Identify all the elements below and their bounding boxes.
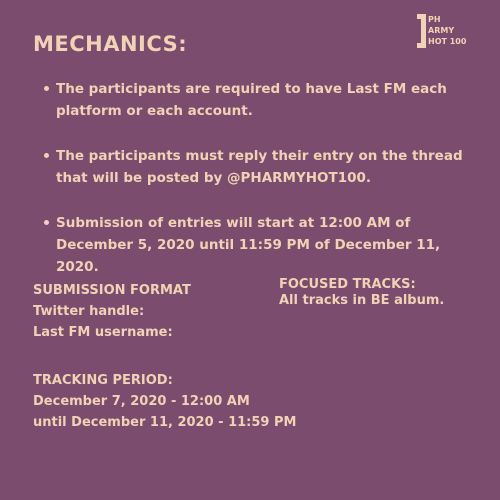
twitter-handle-field: Twitter handle: [33, 304, 145, 319]
page-title: MECHANICS: [33, 32, 188, 56]
focused-tracks-section [279, 277, 444, 309]
tracking-period-heading: TRACKING PERIOD: [33, 373, 173, 388]
submission-format-section [33, 280, 191, 343]
focused-tracks-text: All tracks in BE album. [279, 293, 445, 308]
logo-text [428, 14, 466, 47]
mechanics-item: Submission of entries will start at 12:00 AM of December 5, 2020 until 11:59 PM of December 11, 2020. [40, 212, 480, 278]
mechanics-list [40, 78, 480, 301]
ph-army-hot-100-logo [417, 14, 481, 48]
submission-format-heading: SUBMISSION FORMAT [33, 283, 191, 298]
mechanics-item: The participants must reply their entry on the thread that will be posted by @PHARMYHOT100. [40, 145, 480, 189]
tracking-period-end: until December 11, 2020 - 11:59 PM [33, 415, 297, 430]
mechanics-item: The participants are required to have Last FM each platform or each account. [40, 78, 480, 122]
focused-tracks-heading: FOCUSED TRACKS: [279, 277, 416, 292]
lastfm-username-field: Last FM username: [33, 325, 173, 340]
tracking-period-section [33, 370, 296, 433]
logo-line-3: HOT 100 [428, 37, 467, 46]
logo-line-1: PH [428, 15, 441, 24]
tracking-period-start: December 7, 2020 - 12:00 AM [33, 394, 250, 409]
logo-bracket-icon [417, 14, 426, 48]
logo-line-2: ARMY [428, 26, 455, 35]
